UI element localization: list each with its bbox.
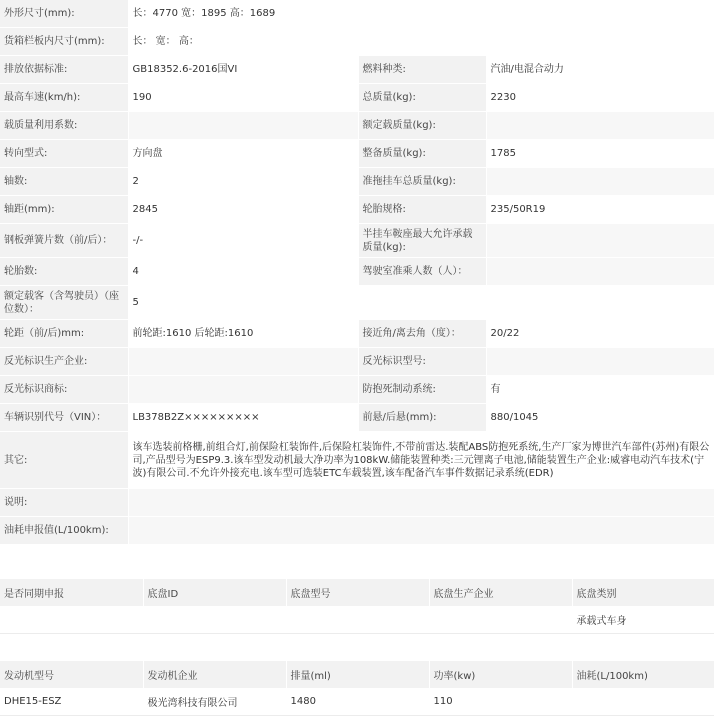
- spec-row-consumption: [0, 517, 714, 545]
- chassis-header-cell: 是否同期申报: [0, 579, 143, 606]
- spec-label: 排放依据标准:: [0, 56, 128, 84]
- spec-row-vin: [0, 404, 714, 432]
- spec-value: -/-: [128, 224, 358, 258]
- chassis-header-cell: 底盘型号: [286, 579, 429, 606]
- spec-value: [128, 348, 358, 376]
- spec-label: 货箱栏板内尺寸(mm):: [0, 28, 128, 56]
- spec-value: 长： 宽： 高：: [128, 28, 714, 56]
- spec-label: 反光标识商标:: [0, 376, 128, 404]
- spec-value: 4: [128, 258, 358, 286]
- spec-row-cargo: [0, 28, 714, 56]
- spec-label: 载质量利用系数:: [0, 112, 128, 140]
- spec-row-seats: [0, 286, 714, 320]
- spec-value: [486, 112, 714, 140]
- spec-row-dimensions: [0, 0, 714, 28]
- spec-value: 20/22: [486, 320, 714, 348]
- spec-row-emission: [0, 56, 714, 84]
- spec-row-spring: [0, 224, 714, 258]
- engine-cell: 极光湾科技有限公司: [143, 688, 286, 716]
- spec-label: 准拖挂车总质量(kg):: [358, 168, 486, 196]
- spec-value: [128, 376, 358, 404]
- spec-label: 防抱死制动系统:: [358, 376, 486, 404]
- engine-header-row: [0, 661, 714, 688]
- spec-row-reflect-maker: [0, 348, 714, 376]
- spec-label: 油耗申报值(L/100km):: [0, 517, 128, 545]
- spec-value: 2: [128, 168, 358, 196]
- spec-value: 190: [128, 84, 358, 112]
- spec-label: 最高车速(km/h):: [0, 84, 128, 112]
- chassis-cell: [286, 606, 429, 634]
- spec-label: 外形尺寸(mm):: [0, 0, 128, 28]
- spec-value: [486, 258, 714, 286]
- spec-label: 接近角/离去角（度）：: [358, 320, 486, 348]
- spec-label: 轴距(mm):: [0, 196, 128, 224]
- chassis-cell: [0, 606, 143, 634]
- spec-row-steering: [0, 140, 714, 168]
- engine-cell: 1480: [286, 688, 429, 716]
- engine-header-cell: 发动机型号: [0, 661, 143, 688]
- engine-cell: 110: [429, 688, 572, 716]
- spec-value: 880/1045: [486, 404, 714, 432]
- spec-label: 总质量(kg):: [358, 84, 486, 112]
- spec-label: 驾驶室准乘人数（人）：: [358, 258, 486, 286]
- spec-label: 其它:: [0, 432, 128, 489]
- spec-value: 汽油/电混合动力: [486, 56, 714, 84]
- engine-cell: DHE15-ESZ: [0, 688, 143, 716]
- spec-label: 燃料种类:: [358, 56, 486, 84]
- spec-value: 该车选装前格栅,前组合灯,前保险杠装饰件,后保险杠装饰件,不带前雷达.装配ABS防抱死系统,生产厂家为博世汽车部件(苏州)有限公司,产品型号为ESP9.3.该车型发动机最大净功率为108kW.储能装置种类:三元锂离子电池,储能装置生产企业:威睿电动汽车技术(宁波)有限公司.不允许外接充电.该车型可选装ETC车载装置,该车配备汽车事件数据记录系统(EDR): [128, 432, 714, 489]
- spec-row-wheelbase: [0, 196, 714, 224]
- spec-value: [128, 517, 714, 545]
- spec-value: 有: [486, 376, 714, 404]
- spec-label: 转向型式:: [0, 140, 128, 168]
- spec-row-note: [0, 489, 714, 517]
- engine-header-cell: 发动机企业: [143, 661, 286, 688]
- chassis-cell: 承载式车身: [572, 606, 714, 634]
- spec-row-load: [0, 112, 714, 140]
- chassis-header-row: [0, 579, 714, 606]
- spec-value: 5: [128, 286, 714, 320]
- engine-table: [0, 661, 714, 716]
- spec-label: 额定载质量(kg):: [358, 112, 486, 140]
- spec-value: [486, 348, 714, 376]
- spec-label: 轴数:: [0, 168, 128, 196]
- chassis-table: [0, 579, 714, 634]
- spec-row-tires: [0, 258, 714, 286]
- spec-label: 轮胎规格:: [358, 196, 486, 224]
- spec-value: 方向盘: [128, 140, 358, 168]
- engine-header-cell: 功率(kw): [429, 661, 572, 688]
- chassis-cell: [429, 606, 572, 634]
- spec-value: 长：4770 宽：1895 高：1689: [128, 0, 714, 28]
- chassis-data-row: [0, 606, 714, 634]
- spec-row-axles: [0, 168, 714, 196]
- spec-row-speed: [0, 84, 714, 112]
- spec-row-track: [0, 320, 714, 348]
- spec-value: 235/50R19: [486, 196, 714, 224]
- spec-label: 额定载客（含驾驶员）（座位数）：: [0, 286, 128, 320]
- spec-value: [128, 112, 358, 140]
- spec-value: [486, 224, 714, 258]
- engine-header-cell: 油耗(L/100km): [572, 661, 714, 688]
- spec-label: 轮距（前/后)mm:: [0, 320, 128, 348]
- spec-row-other: [0, 432, 714, 489]
- spec-label: 反光标识型号:: [358, 348, 486, 376]
- spec-label: 反光标识生产企业:: [0, 348, 128, 376]
- spec-label: 说明:: [0, 489, 128, 517]
- spec-value: GB18352.6-2016国VI: [128, 56, 358, 84]
- spec-value: 前轮距:1610 后轮距:1610: [128, 320, 358, 348]
- spec-label: 前悬/后悬(mm):: [358, 404, 486, 432]
- engine-cell: [572, 688, 714, 716]
- spec-label: 轮胎数:: [0, 258, 128, 286]
- chassis-cell: [143, 606, 286, 634]
- spec-value: LB378B2Z×××××××××: [128, 404, 358, 432]
- engine-data-row: [0, 688, 714, 716]
- spec-value: 2845: [128, 196, 358, 224]
- spec-value: 2230: [486, 84, 714, 112]
- spec-label: 半挂车鞍座最大允许承载质量(kg):: [358, 224, 486, 258]
- engine-header-cell: 排量(ml): [286, 661, 429, 688]
- spec-value: [128, 489, 714, 517]
- spec-label: 整备质量(kg):: [358, 140, 486, 168]
- chassis-header-cell: 底盘类别: [572, 579, 714, 606]
- spec-row-reflect-brand: [0, 376, 714, 404]
- spec-label: 车辆识别代号（VIN）：: [0, 404, 128, 432]
- chassis-header-cell: 底盘ID: [143, 579, 286, 606]
- spec-value: [486, 168, 714, 196]
- spec-label: 钢板弹簧片数（前/后）：: [0, 224, 128, 258]
- spec-value: 1785: [486, 140, 714, 168]
- chassis-header-cell: 底盘生产企业: [429, 579, 572, 606]
